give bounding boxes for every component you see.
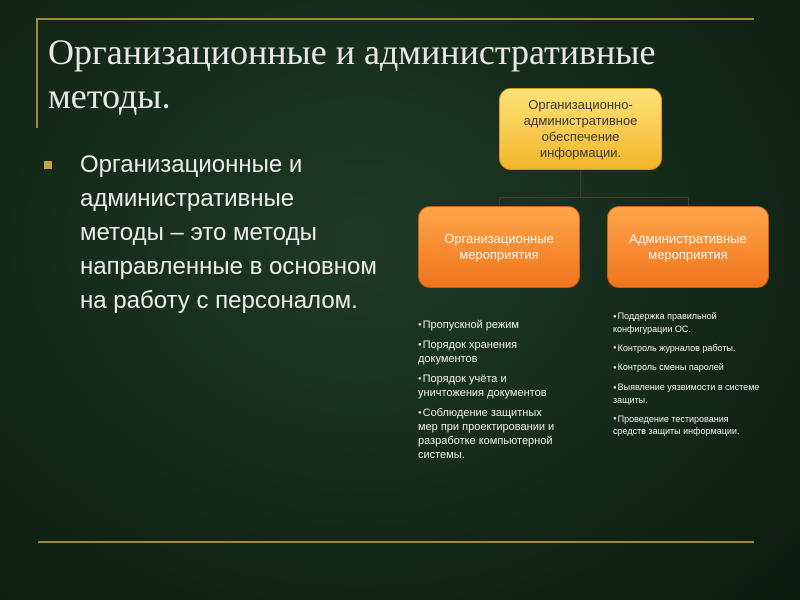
- connector-horizontal: [499, 197, 689, 198]
- connector-left: [499, 197, 500, 206]
- list-item: ● Проведение тестирования средств защиты информации.: [613, 413, 763, 438]
- connector-vertical: [580, 170, 581, 197]
- admin-measures-list: [613, 310, 763, 444]
- bottom-rule: [38, 541, 754, 543]
- top-rule: [38, 18, 754, 20]
- list-item: ● Контроль журналов работы.: [613, 342, 763, 355]
- diagram-org-label: Организационные мероприятия: [444, 231, 554, 262]
- bullet-point: [44, 148, 384, 318]
- diagram-admin-box: [607, 206, 769, 288]
- diagram-org-box: [418, 206, 580, 288]
- bullet-marker: [44, 161, 52, 169]
- org-measures-list: [418, 318, 558, 468]
- list-item: ● Порядок учёта и уничтожения документов: [418, 372, 558, 400]
- diagram-root-box: [499, 88, 662, 170]
- left-rule: [36, 18, 38, 128]
- connector-right: [688, 197, 689, 206]
- diagram-root-label: Организационно-административное обеспечение информации.: [523, 97, 638, 160]
- diagram-admin-label: Административные мероприятия: [629, 231, 747, 262]
- list-item: ● Порядок хранения документов: [418, 338, 558, 366]
- list-item: ● Пропускной режим: [418, 318, 558, 332]
- list-item: ● Соблюдение защитных мер при проектировании и разработке компьютерной системы.: [418, 406, 558, 462]
- list-item: ● Контроль смены паролей: [613, 361, 763, 374]
- list-item: ● Выявление уязвимости в системе защиты.: [613, 381, 763, 406]
- list-item: ● Поддержка правильной конфигурации ОС.: [613, 310, 763, 335]
- slide-title: Организационные и административные методы.: [48, 32, 656, 116]
- bullet-text: Организационные и административные методы – это методы направленные в основном на работу с персоналом.: [80, 151, 377, 314]
